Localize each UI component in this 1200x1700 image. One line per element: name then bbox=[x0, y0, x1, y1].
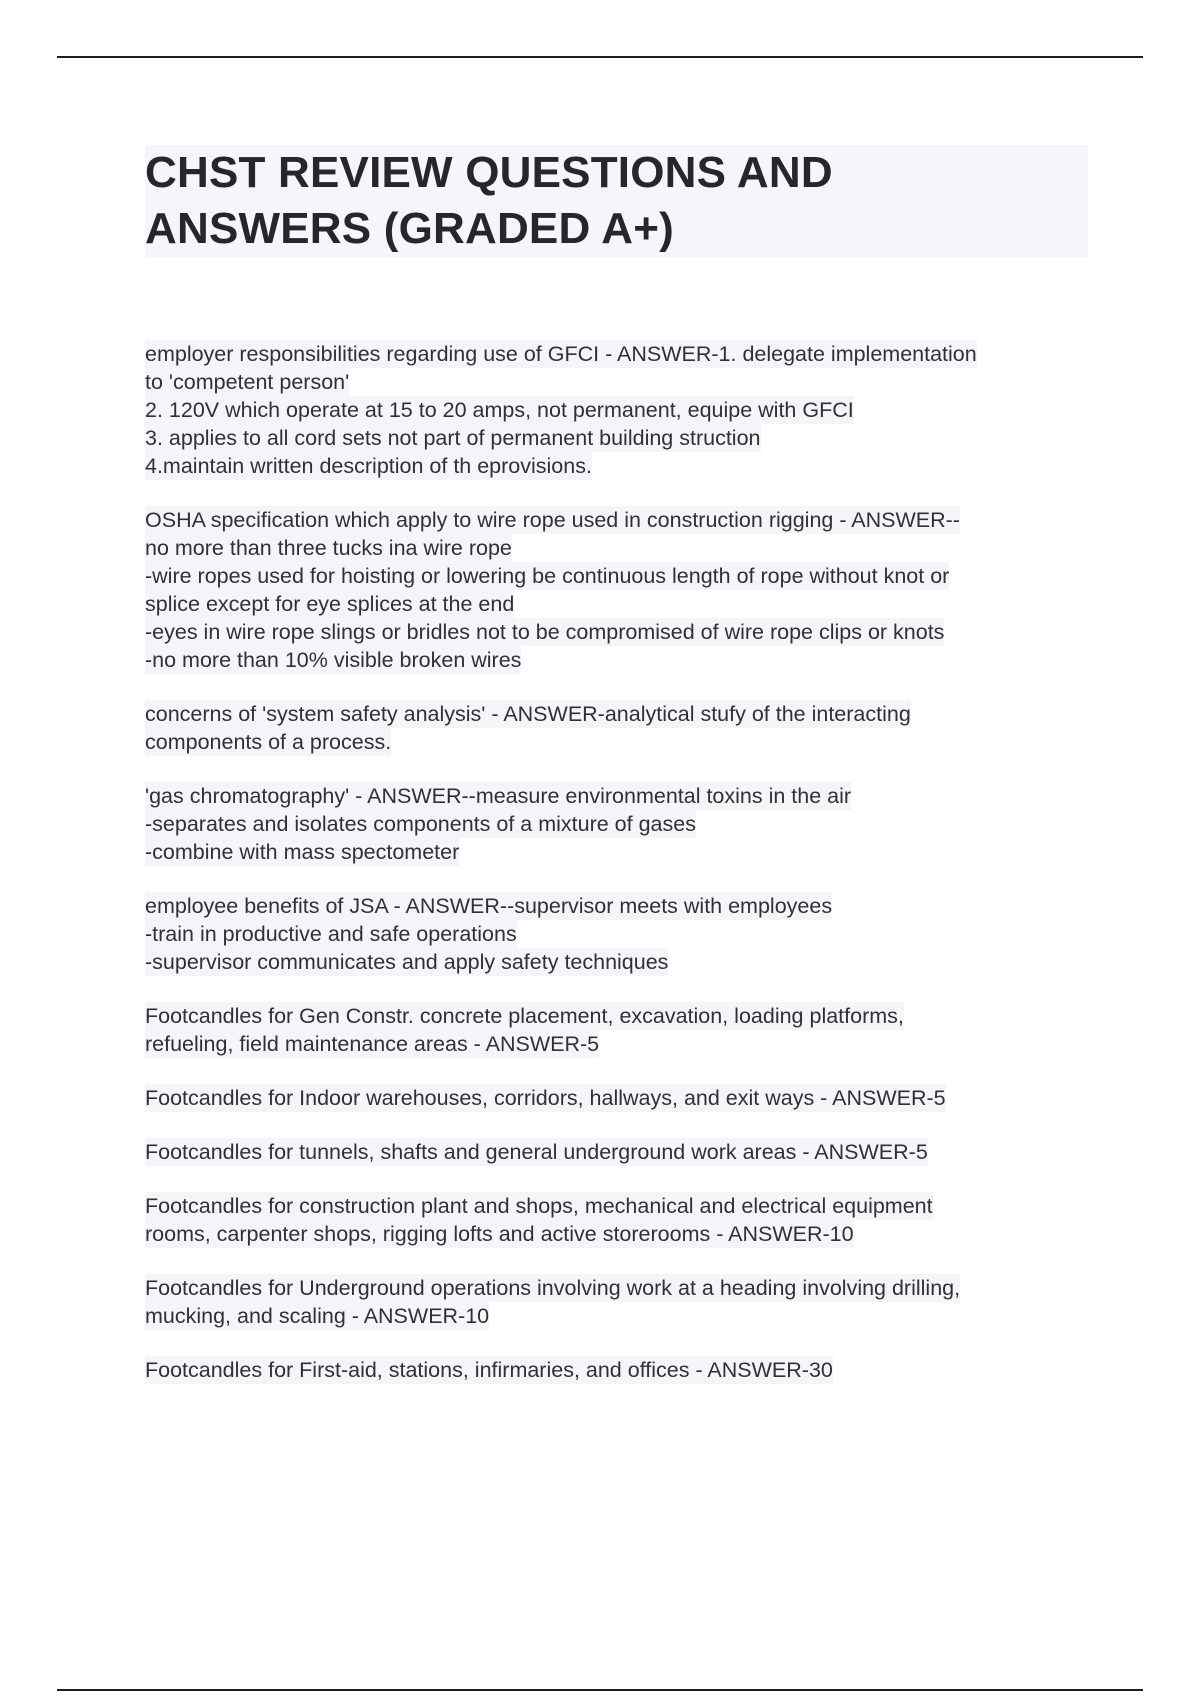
qa-entry-system-safety bbox=[145, 700, 1095, 756]
qa-entry-footcandles-warehouses bbox=[145, 1084, 1095, 1112]
qa-line: Footcandles for Underground operations involving work at a heading involving drilling, bbox=[145, 1276, 961, 1300]
qa-line: Footcandles for Indoor warehouses, corridors, hallways, and exit ways - ANSWER-5 bbox=[145, 1086, 946, 1110]
title-block bbox=[145, 145, 1088, 257]
qa-line: employer responsibilities regarding use of GFCI - ANSWER-1. delegate implementation bbox=[145, 342, 977, 366]
qa-line: -train in productive and safe operations bbox=[145, 922, 517, 946]
qa-entry-footcandles-gen-constr bbox=[145, 1002, 1095, 1058]
qa-line: -eyes in wire rope slings or bridles not to be compromised of wire rope clips or knots bbox=[145, 620, 945, 644]
qa-line: Footcandles for First-aid, stations, infirmaries, and offices - ANSWER-30 bbox=[145, 1358, 833, 1382]
qa-line: OSHA specification which apply to wire rope used in construction rigging - ANSWER-- bbox=[145, 508, 960, 532]
qa-entry-footcandles-tunnels bbox=[145, 1138, 1095, 1166]
qa-line: mucking, and scaling - ANSWER-10 bbox=[145, 1304, 490, 1328]
qa-entry-gas-chromatography bbox=[145, 782, 1095, 866]
qa-line: Footcandles for tunnels, shafts and general underground work areas - ANSWER-5 bbox=[145, 1140, 928, 1164]
title-line: CHST REVIEW QUESTIONS AND bbox=[145, 148, 833, 197]
qa-line: -wire ropes used for hoisting or lowering be continuous length of rope without knot or bbox=[145, 564, 950, 588]
document-title bbox=[145, 145, 1088, 257]
qa-line: concerns of 'system safety analysis' - ANSWER-analytical stufy of the interacting bbox=[145, 702, 911, 726]
qa-line: 3. applies to all cord sets not part of permanent building struction bbox=[145, 426, 761, 450]
qa-line: 2. 120V which operate at 15 to 20 amps, not permanent, equipe with GFCI bbox=[145, 398, 854, 422]
bottom-rule bbox=[57, 1689, 1143, 1691]
qa-entry-jsa bbox=[145, 892, 1095, 976]
qa-line: rooms, carpenter shops, rigging lofts and active storerooms - ANSWER-10 bbox=[145, 1222, 854, 1246]
title-line: ANSWERS (GRADED A+) bbox=[145, 204, 674, 253]
qa-line: Footcandles for Gen Constr. concrete placement, excavation, loading platforms, bbox=[145, 1004, 904, 1028]
qa-entry-gfci bbox=[145, 340, 1095, 480]
qa-line: -supervisor communicates and apply safety techniques bbox=[145, 950, 669, 974]
qa-entry-footcandles-first-aid bbox=[145, 1356, 1095, 1384]
top-rule bbox=[57, 56, 1143, 58]
qa-line: -combine with mass spectometer bbox=[145, 840, 460, 864]
qa-line: no more than three tucks ina wire rope bbox=[145, 536, 512, 560]
qa-entry-wire-rope bbox=[145, 506, 1095, 674]
qa-list bbox=[145, 340, 1095, 1410]
qa-entry-footcandles-underground-ops bbox=[145, 1274, 1095, 1330]
qa-line: 4.maintain written description of th eprovisions. bbox=[145, 454, 592, 478]
qa-line: components of a process. bbox=[145, 730, 392, 754]
qa-line: Footcandles for construction plant and shops, mechanical and electrical equipment bbox=[145, 1194, 933, 1218]
qa-line: -separates and isolates components of a mixture of gases bbox=[145, 812, 696, 836]
qa-line: -no more than 10% visible broken wires bbox=[145, 648, 522, 672]
qa-line: splice except for eye splices at the end bbox=[145, 592, 515, 616]
qa-line: refueling, field maintenance areas - ANSWER-5 bbox=[145, 1032, 600, 1056]
qa-line: 'gas chromatography' - ANSWER--measure environmental toxins in the air bbox=[145, 784, 852, 808]
qa-line: to 'competent person' bbox=[145, 370, 350, 394]
qa-entry-footcandles-plant-shops bbox=[145, 1192, 1095, 1248]
qa-line: employee benefits of JSA - ANSWER--supervisor meets with employees bbox=[145, 894, 833, 918]
